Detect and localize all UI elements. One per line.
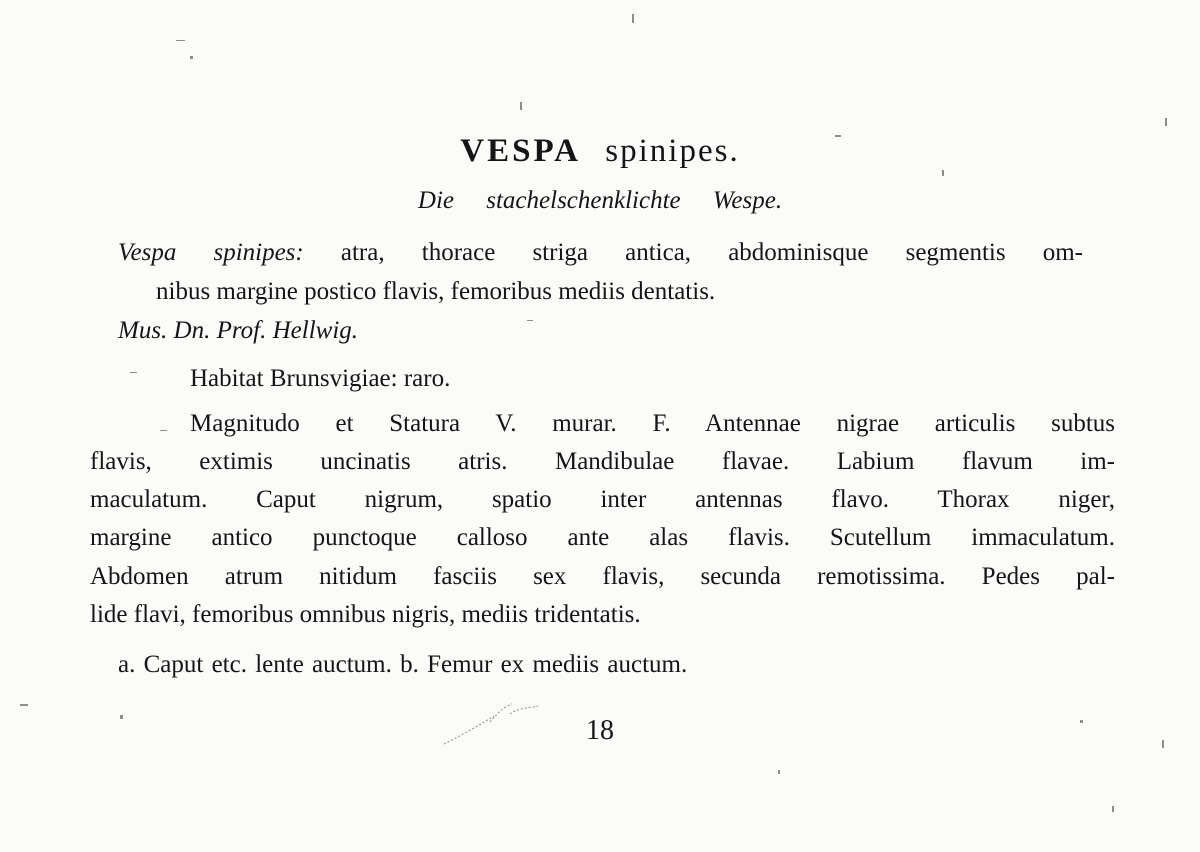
description-line: margine antico punctoque calloso ante alas flavis. Scutellum immaculatum. — [90, 524, 1115, 551]
common-name: Die stachelschenklichte Wespe. — [417, 187, 783, 214]
diagnosis-text-1: atra, thorace striga antica, abdominisque segmentis om- — [340, 239, 1083, 266]
pencil-mark — [440, 700, 550, 748]
genus-name: VESPA — [460, 133, 582, 169]
diagnosis-line-1 — [118, 238, 1083, 268]
description-line: maculatum. Caput nigrum, spatio inter antennas flavo. Thorax niger, — [90, 486, 1115, 513]
description-line: Abdomen atrum nitidum fasciis sex flavis, secunda remotissima. Pedes pal- — [90, 563, 1115, 590]
species-title — [0, 133, 1200, 170]
description-line: flavis, extimis uncinatis atris. Mandibulae flavae. Labium flavum im- — [90, 448, 1115, 475]
description-line: lide flavi, femoribus omnibus nigris, mediis tridentatis. — [90, 601, 641, 628]
collection-note: Mus. Dn. Prof. Hellwig. — [118, 317, 359, 344]
figure-caption: a. Caput etc. lente auctum. b. Femur ex mediis auctum. — [118, 651, 688, 678]
page-number: 18 — [586, 715, 614, 746]
diagnosis-species-name: Vespa spinipes: — [118, 239, 304, 266]
diagnosis-line-2: nibus margine postico flavis, femoribus mediis dentatis. — [156, 278, 716, 305]
description-line: Magnitudo et Statura V. murar. F. Antennae nigrae articulis subtus — [190, 410, 1115, 437]
species-epithet: spinipes. — [605, 133, 740, 169]
habitat-note: Habitat Brunsvigiae: raro. — [190, 365, 451, 392]
